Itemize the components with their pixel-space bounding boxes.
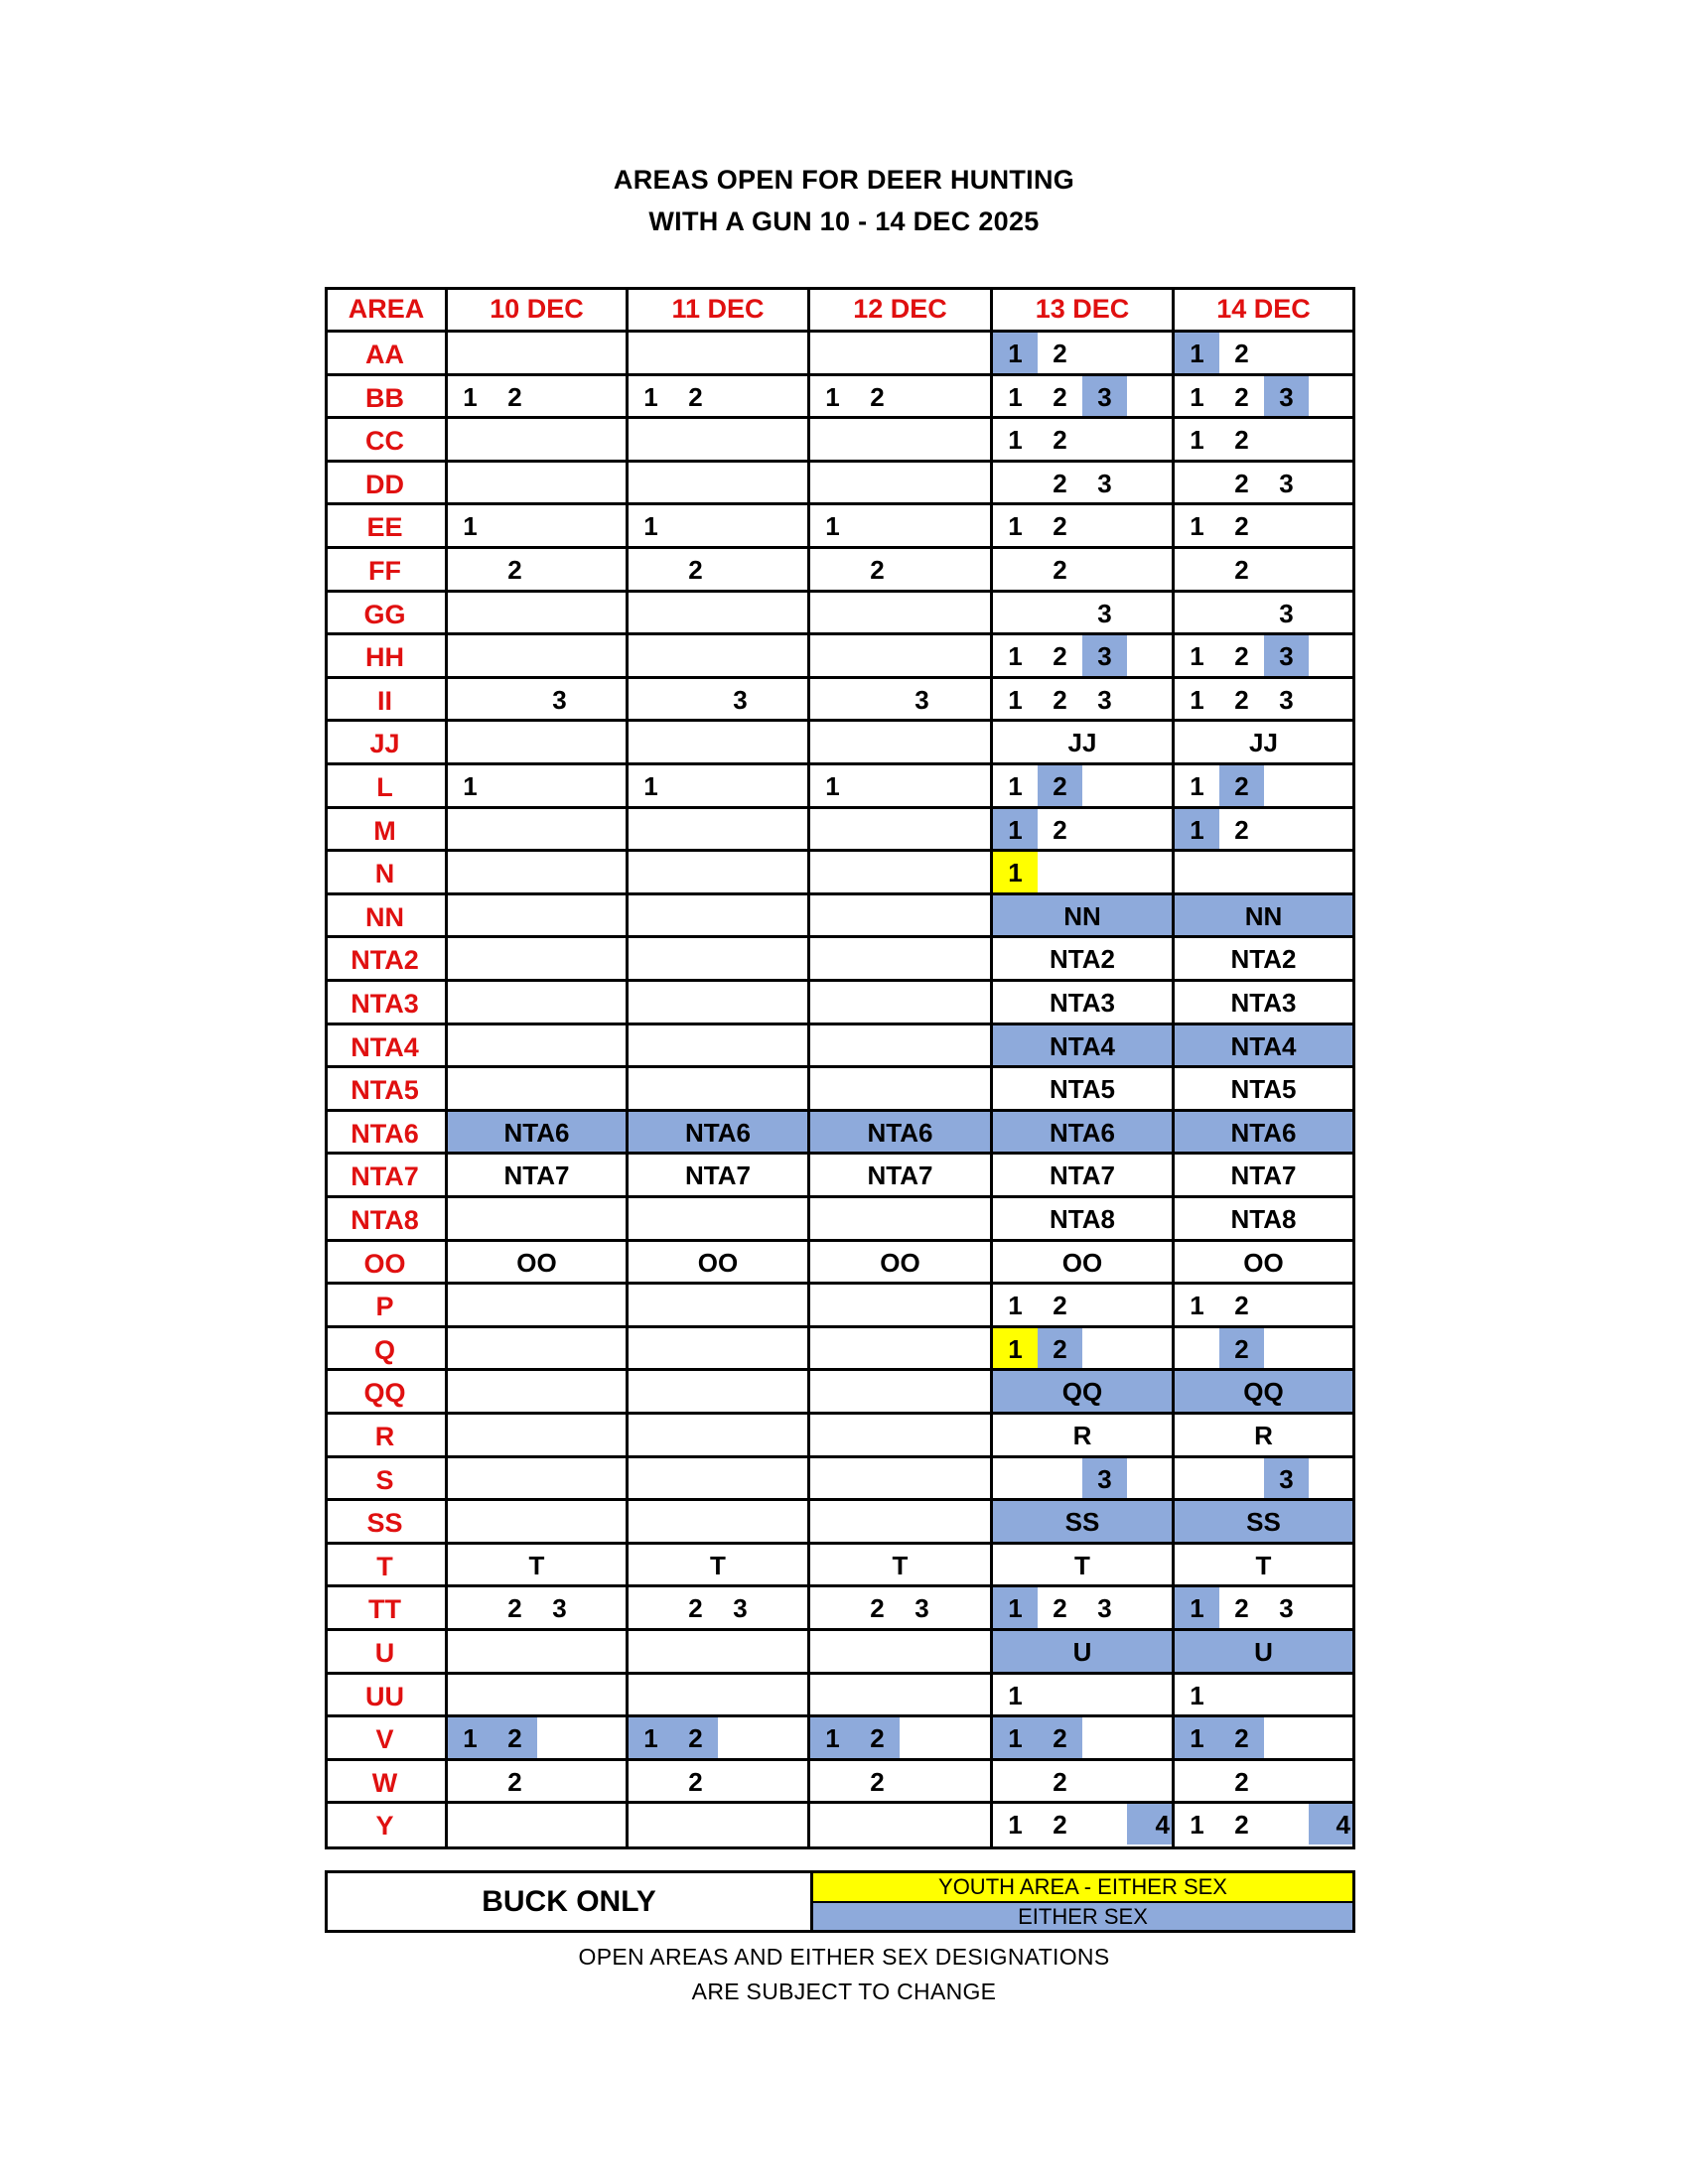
unit-s-13-dec-3: 3 (1082, 1458, 1127, 1499)
table-row-rule (325, 762, 1355, 765)
table-row-rule (325, 1282, 1355, 1285)
area-label-p: P (375, 1292, 394, 1321)
unit-gg-13-dec-3: 3 (1097, 599, 1112, 628)
area-label-tt: TT (368, 1594, 401, 1624)
area-label-nta7: NTA7 (351, 1161, 419, 1191)
unit-v-10-dec-1: 1 (448, 1717, 492, 1758)
cell-r-13-dec: R (1072, 1421, 1092, 1450)
unit-y-14-dec-2: 2 (1234, 1810, 1249, 1840)
table-row-rule (325, 1152, 1355, 1155)
unit-bb-14-dec-1: 1 (1190, 382, 1204, 412)
unit-cc-13-dec-2: 2 (1053, 425, 1067, 455)
cell-nta6-12-dec: NTA6 (810, 1112, 990, 1153)
unit-bb-14-dec-3: 3 (1264, 376, 1309, 417)
unit-ee-12-dec-1: 1 (825, 511, 840, 541)
cell-nta7-12-dec: NTA7 (867, 1160, 933, 1190)
table-row-rule (325, 502, 1355, 505)
table-row-rule (325, 1672, 1355, 1675)
area-label-nn: NN (365, 902, 404, 932)
table-row-rule (325, 1195, 1355, 1198)
area-label-nta5: NTA5 (351, 1075, 419, 1105)
cell-nta5-14-dec: NTA5 (1230, 1074, 1297, 1104)
unit-dd-14-dec-3: 3 (1279, 469, 1294, 498)
cell-u-13-dec: U (993, 1631, 1172, 1672)
unit-ff-10-dec-2: 2 (507, 555, 522, 585)
unit-hh-13-dec-1: 1 (1008, 641, 1023, 671)
legend-either-sex: EITHER SEX (813, 1903, 1352, 1930)
table-row-rule (325, 460, 1355, 463)
table-row-rule (325, 287, 1355, 290)
area-label-ss: SS (366, 1508, 403, 1538)
unit-ii-13-dec-1: 1 (1008, 685, 1023, 715)
table-column-rule (807, 287, 810, 1849)
table-column-rule (1172, 287, 1175, 1849)
legend (325, 1870, 1355, 1933)
area-label-q: Q (373, 1335, 395, 1365)
table-row-rule (325, 1801, 1355, 1804)
cell-ss-14-dec: SS (1175, 1501, 1352, 1542)
unit-v-11-dec-1: 1 (629, 1717, 673, 1758)
table-row-rule (325, 1065, 1355, 1068)
unit-w-11-dec-2: 2 (688, 1767, 703, 1797)
unit-aa-14-dec-1: 1 (1175, 333, 1219, 373)
unit-w-10-dec-2: 2 (507, 1767, 522, 1797)
area-label-w: W (371, 1768, 398, 1798)
unit-ii-10-dec-3: 3 (552, 685, 567, 715)
legend-youth-either-sex: YOUTH AREA - EITHER SEX (813, 1873, 1352, 1901)
unit-ii-11-dec-3: 3 (733, 685, 748, 715)
area-label-gg: GG (363, 600, 406, 629)
unit-q-13-dec-2: 2 (1038, 1328, 1082, 1369)
unit-ff-11-dec-2: 2 (688, 555, 703, 585)
unit-ee-13-dec-2: 2 (1053, 511, 1067, 541)
unit-l-14-dec-2: 2 (1219, 765, 1264, 806)
table-column-rule (990, 287, 993, 1849)
unit-ee-14-dec-2: 2 (1234, 511, 1249, 541)
header-10-dec: 10 DEC (490, 294, 584, 324)
area-label-l: L (376, 772, 393, 802)
unit-ii-14-dec-1: 1 (1190, 685, 1204, 715)
cell-oo-12-dec: OO (880, 1248, 920, 1278)
unit-bb-12-dec-2: 2 (870, 382, 885, 412)
unit-y-14-dec-4: 4 (1309, 1804, 1352, 1844)
unit-hh-13-dec-3: 3 (1082, 635, 1127, 676)
unit-bb-13-dec-1: 1 (1008, 382, 1023, 412)
unit-hh-14-dec-2: 2 (1234, 641, 1249, 671)
header-12-dec: 12 DEC (853, 294, 947, 324)
unit-w-12-dec-2: 2 (870, 1767, 885, 1797)
unit-bb-14-dec-2: 2 (1234, 382, 1249, 412)
hunting-areas-table (325, 287, 1355, 1849)
table-row-rule (325, 676, 1355, 679)
area-label-bb: BB (365, 383, 404, 413)
unit-tt-14-dec-1: 1 (1175, 1587, 1219, 1628)
unit-m-14-dec-2: 2 (1234, 815, 1249, 845)
table-row-rule (325, 1758, 1355, 1761)
table-column-rule (325, 287, 328, 1849)
unit-ii-14-dec-3: 3 (1279, 685, 1294, 715)
area-label-m: M (373, 816, 396, 846)
unit-hh-14-dec-1: 1 (1190, 641, 1204, 671)
area-label-v: V (375, 1724, 394, 1754)
unit-p-13-dec-1: 1 (1008, 1291, 1023, 1320)
unit-p-13-dec-2: 2 (1053, 1291, 1067, 1320)
unit-ff-14-dec-2: 2 (1234, 555, 1249, 585)
cell-nn-14-dec: NN (1175, 895, 1352, 936)
area-label-aa: AA (365, 340, 404, 369)
cell-r-14-dec: R (1254, 1421, 1273, 1450)
cell-oo-11-dec: OO (697, 1248, 739, 1278)
unit-aa-13-dec-1: 1 (993, 333, 1038, 373)
unit-gg-14-dec-3: 3 (1279, 599, 1294, 628)
cell-t-14-dec: T (1255, 1551, 1272, 1580)
area-label-nta3: NTA3 (351, 989, 419, 1019)
unit-p-14-dec-2: 2 (1234, 1291, 1249, 1320)
unit-tt-13-dec-3: 3 (1097, 1593, 1112, 1623)
table-row-rule (325, 892, 1355, 895)
cell-nta4-13-dec: NTA4 (993, 1025, 1172, 1066)
cell-oo-13-dec: OO (1061, 1248, 1103, 1278)
unit-uu-13-dec-1: 1 (1008, 1681, 1023, 1710)
table-row-rule (325, 373, 1355, 376)
unit-y-13-dec-1: 1 (1008, 1810, 1023, 1840)
cell-qq-13-dec: QQ (993, 1371, 1172, 1412)
header-11-dec: 11 DEC (671, 294, 765, 324)
cell-nta6-13-dec: NTA6 (993, 1112, 1172, 1153)
unit-bb-13-dec-3: 3 (1082, 376, 1127, 417)
unit-bb-11-dec-1: 1 (643, 382, 658, 412)
unit-l-12-dec-1: 1 (825, 771, 840, 801)
unit-v-12-dec-1: 1 (810, 1717, 855, 1758)
table-row-rule (325, 849, 1355, 852)
area-label-qq: QQ (363, 1378, 406, 1408)
unit-tt-10-dec-3: 3 (552, 1593, 567, 1623)
cell-nta6-14-dec: NTA6 (1175, 1112, 1352, 1153)
unit-dd-14-dec-2: 2 (1234, 469, 1249, 498)
cell-jj-13-dec: JJ (1067, 728, 1097, 757)
unit-uu-14-dec-1: 1 (1190, 1681, 1204, 1710)
unit-ii-13-dec-3: 3 (1097, 685, 1112, 715)
unit-y-13-dec-4: 4 (1127, 1804, 1172, 1844)
unit-ee-13-dec-1: 1 (1008, 511, 1023, 541)
unit-ii-14-dec-2: 2 (1234, 685, 1249, 715)
cell-t-10-dec: T (528, 1551, 545, 1580)
unit-v-10-dec-2: 2 (492, 1717, 537, 1758)
unit-tt-11-dec-3: 3 (733, 1593, 748, 1623)
cell-nta8-13-dec: NTA8 (1050, 1204, 1115, 1234)
cell-nta5-13-dec: NTA5 (1050, 1074, 1115, 1104)
unit-bb-10-dec-1: 1 (463, 382, 478, 412)
unit-v-12-dec-2: 2 (855, 1717, 900, 1758)
cell-u-14-dec: U (1175, 1631, 1352, 1672)
unit-q-13-dec-1: 1 (993, 1328, 1038, 1369)
area-label-s: S (375, 1465, 394, 1495)
table-row-rule (325, 1455, 1355, 1458)
cell-nn-13-dec: NN (993, 895, 1172, 936)
cell-nta4-14-dec: NTA4 (1175, 1025, 1352, 1066)
unit-hh-14-dec-3: 3 (1264, 635, 1309, 676)
cell-t-13-dec: T (1074, 1551, 1090, 1580)
cell-jj-14-dec: JJ (1249, 728, 1278, 757)
unit-aa-14-dec-2: 2 (1234, 339, 1249, 368)
unit-s-14-dec-3: 3 (1264, 1458, 1309, 1499)
unit-y-14-dec-1: 1 (1190, 1810, 1204, 1840)
unit-ee-14-dec-1: 1 (1190, 511, 1204, 541)
area-label-ff: FF (368, 556, 401, 586)
table-row-rule (325, 330, 1355, 333)
unit-dd-13-dec-2: 2 (1053, 469, 1067, 498)
table-row-rule (325, 1239, 1355, 1242)
unit-q-14-dec-2: 2 (1219, 1328, 1264, 1369)
header-area: AREA (348, 294, 425, 324)
cell-nta6-11-dec: NTA6 (629, 1112, 807, 1153)
unit-bb-10-dec-2: 2 (507, 382, 522, 412)
unit-ee-10-dec-1: 1 (463, 511, 478, 541)
unit-ii-13-dec-2: 2 (1053, 685, 1067, 715)
unit-ii-12-dec-3: 3 (914, 685, 929, 715)
unit-tt-13-dec-2: 2 (1053, 1593, 1067, 1623)
unit-ee-11-dec-1: 1 (643, 511, 658, 541)
table-column-rule (445, 287, 448, 1849)
table-row-rule (325, 416, 1355, 419)
cell-nta2-13-dec: NTA2 (1050, 944, 1115, 974)
cell-nta3-14-dec: NTA3 (1230, 988, 1297, 1018)
unit-cc-14-dec-2: 2 (1234, 425, 1249, 455)
unit-m-14-dec-1: 1 (1175, 809, 1219, 850)
cell-nta7-14-dec: NTA7 (1230, 1160, 1297, 1190)
cell-t-12-dec: T (892, 1551, 909, 1580)
header-13-dec: 13 DEC (1035, 294, 1130, 324)
area-label-cc: CC (365, 426, 404, 456)
unit-n-13-dec-1: 1 (993, 852, 1038, 892)
cell-oo-14-dec: OO (1243, 1248, 1284, 1278)
table-row-rule (325, 590, 1355, 593)
area-label-uu: UU (365, 1682, 404, 1711)
cell-nta3-13-dec: NTA3 (1050, 988, 1115, 1018)
unit-p-14-dec-1: 1 (1190, 1291, 1204, 1320)
area-label-n: N (374, 859, 395, 888)
area-label-r: R (374, 1422, 395, 1451)
cell-qq-14-dec: QQ (1175, 1371, 1352, 1412)
page-title-line-1: AREAS OPEN FOR DEER HUNTING (613, 165, 1075, 195)
unit-cc-13-dec-1: 1 (1008, 425, 1023, 455)
table-row-rule (325, 1023, 1355, 1025)
unit-ff-13-dec-2: 2 (1053, 555, 1067, 585)
cell-nta8-14-dec: NTA8 (1230, 1204, 1297, 1234)
unit-v-13-dec-2: 2 (1038, 1717, 1082, 1758)
unit-hh-13-dec-2: 2 (1053, 641, 1067, 671)
cell-t-11-dec: T (710, 1551, 726, 1580)
area-label-y: Y (375, 1811, 394, 1841)
unit-v-11-dec-2: 2 (673, 1717, 718, 1758)
table-row-rule (325, 1584, 1355, 1587)
table-row-rule (325, 1714, 1355, 1717)
unit-l-10-dec-1: 1 (463, 771, 478, 801)
area-label-hh: HH (365, 642, 404, 672)
unit-l-13-dec-2: 2 (1038, 765, 1082, 806)
table-row-rule (325, 719, 1355, 722)
table-row-rule (325, 1498, 1355, 1501)
unit-bb-11-dec-2: 2 (688, 382, 703, 412)
unit-y-13-dec-2: 2 (1053, 1810, 1067, 1840)
area-label-jj: JJ (369, 729, 400, 758)
area-label-ee: EE (366, 512, 403, 542)
table-column-rule (626, 287, 629, 1849)
table-row-rule (325, 1846, 1355, 1849)
unit-m-13-dec-1: 1 (993, 809, 1038, 850)
unit-cc-14-dec-1: 1 (1190, 425, 1204, 455)
unit-bb-13-dec-2: 2 (1053, 382, 1067, 412)
unit-w-14-dec-2: 2 (1234, 1767, 1249, 1797)
table-row-rule (325, 1628, 1355, 1631)
unit-v-14-dec-2: 2 (1219, 1717, 1264, 1758)
unit-v-14-dec-1: 1 (1175, 1717, 1219, 1758)
header-14-dec: 14 DEC (1216, 294, 1311, 324)
cell-ss-13-dec: SS (993, 1501, 1172, 1542)
table-row-rule (325, 1325, 1355, 1328)
unit-tt-14-dec-2: 2 (1234, 1593, 1249, 1623)
cell-nta7-13-dec: NTA7 (1050, 1160, 1115, 1190)
unit-tt-12-dec-2: 2 (870, 1593, 885, 1623)
area-label-ii: II (376, 686, 392, 716)
footnote-line-1: OPEN AREAS AND EITHER SEX DESIGNATIONS (578, 1944, 1110, 1970)
unit-tt-10-dec-2: 2 (507, 1593, 522, 1623)
unit-ff-12-dec-2: 2 (870, 555, 885, 585)
table-row-rule (325, 979, 1355, 982)
table-row-rule (325, 935, 1355, 938)
area-label-nta8: NTA8 (351, 1205, 419, 1235)
area-label-t: T (376, 1552, 393, 1581)
unit-m-13-dec-2: 2 (1053, 815, 1067, 845)
unit-l-14-dec-1: 1 (1190, 771, 1204, 801)
table-row-rule (325, 546, 1355, 549)
table-row-rule (325, 1368, 1355, 1371)
table-row-rule (325, 1109, 1355, 1112)
area-label-nta6: NTA6 (351, 1119, 419, 1149)
unit-l-11-dec-1: 1 (643, 771, 658, 801)
area-label-nta2: NTA2 (351, 945, 419, 975)
area-label-oo: OO (363, 1249, 406, 1279)
unit-l-13-dec-1: 1 (1008, 771, 1023, 801)
unit-aa-13-dec-2: 2 (1053, 339, 1067, 368)
unit-bb-12-dec-1: 1 (825, 382, 840, 412)
unit-tt-11-dec-2: 2 (688, 1593, 703, 1623)
cell-nta7-11-dec: NTA7 (685, 1160, 751, 1190)
cell-nta7-10-dec: NTA7 (503, 1160, 570, 1190)
area-label-u: U (374, 1638, 395, 1668)
table-row-rule (325, 1542, 1355, 1545)
area-label-dd: DD (365, 470, 404, 499)
unit-tt-12-dec-3: 3 (914, 1593, 929, 1623)
table-column-rule (1352, 287, 1355, 1849)
unit-tt-14-dec-3: 3 (1279, 1593, 1294, 1623)
table-row-rule (325, 1412, 1355, 1415)
area-label-nta4: NTA4 (351, 1032, 419, 1062)
legend-buck-only: BUCK ONLY (482, 1885, 656, 1918)
unit-tt-13-dec-1: 1 (993, 1587, 1038, 1628)
page-title-line-2: WITH A GUN 10 - 14 DEC 2025 (648, 206, 1040, 236)
cell-nta6-10-dec: NTA6 (448, 1112, 626, 1153)
table-row-rule (325, 806, 1355, 809)
unit-w-13-dec-2: 2 (1053, 1767, 1067, 1797)
unit-dd-13-dec-3: 3 (1097, 469, 1112, 498)
unit-v-13-dec-1: 1 (993, 1717, 1038, 1758)
cell-nta2-14-dec: NTA2 (1230, 944, 1297, 974)
footnote-line-2: ARE SUBJECT TO CHANGE (691, 1979, 997, 2004)
cell-oo-10-dec: OO (516, 1248, 557, 1278)
table-row-rule (325, 632, 1355, 635)
